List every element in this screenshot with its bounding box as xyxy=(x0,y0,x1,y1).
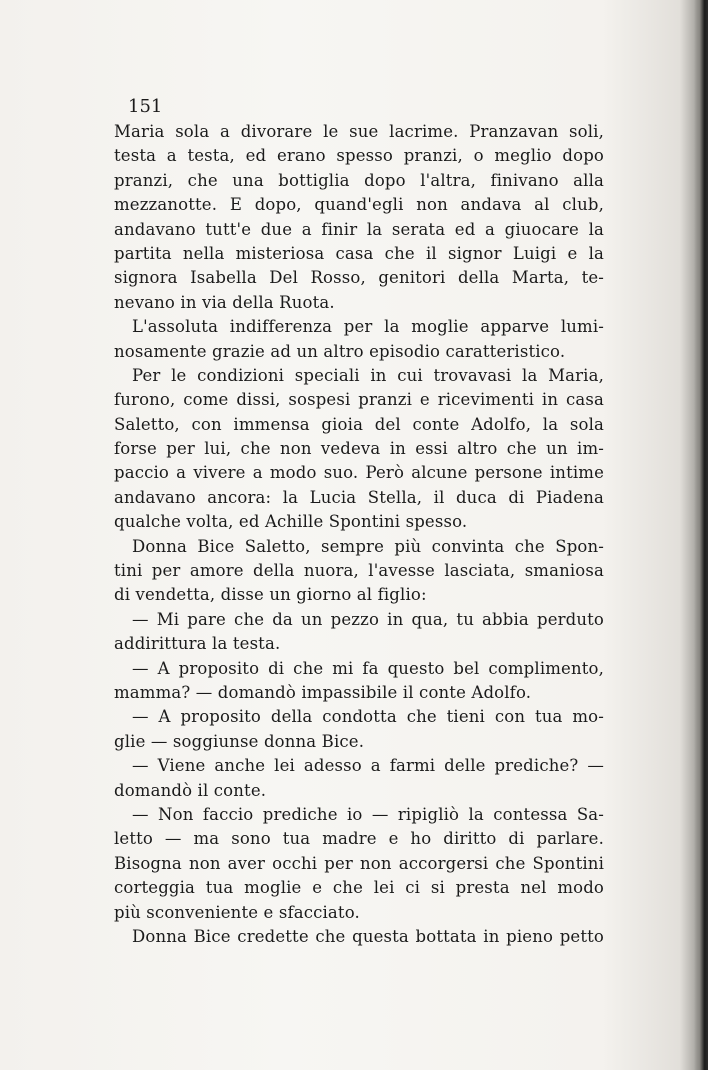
text-line: tini per amore della nuora, l'avesse lasciata, smaniosa xyxy=(114,561,604,581)
text-line: andavano ancora: la Lucia Stella, il duca di Piadena xyxy=(114,487,604,507)
text-line: — A proposito di che mi fa questo bel complimento, xyxy=(132,658,604,678)
text-line: Donna Bice credette che questa bottata in pieno petto xyxy=(132,926,604,946)
text-line: domandò il conte. xyxy=(114,780,267,800)
text-line: di vendetta, disse un giorno al figlio: xyxy=(114,585,427,605)
text-line: — Mi pare che da un pezzo in qua, tu abbia perduto xyxy=(132,609,604,629)
text-line: L'assoluta indifferenza per la moglie apparve lumi- xyxy=(132,317,604,337)
text-line: forse per lui, che non vedeva in essi altro che un im- xyxy=(114,439,604,459)
text-line: Bisogna non aver occhi per non accorgersi che Spontini xyxy=(114,853,604,873)
text-line: letto — ma sono tua madre e ho diritto di parlare. xyxy=(114,829,604,849)
text-line: signora Isabella Del Rosso, genitori della Marta, te- xyxy=(114,268,604,288)
text-line: qualche volta, ed Achille Spontini spesso. xyxy=(114,512,468,532)
text-line: Per le condizioni speciali in cui trovavasi la Maria, xyxy=(132,365,604,385)
text-line: — Non faccio prediche io — ripigliò la contessa Sa- xyxy=(132,804,604,824)
text-line: nevano in via della Ruota. xyxy=(114,292,335,312)
text-line: paccio a vivere a modo suo. Però alcune persone intime xyxy=(114,463,604,483)
body-text xyxy=(114,120,604,949)
page-number: 151 xyxy=(128,96,163,117)
text-line: più sconveniente e sfacciato. xyxy=(114,902,360,922)
text-line: addirittura la testa. xyxy=(114,634,281,654)
text-line: furono, come dissi, sospesi pranzi e ricevimenti in casa xyxy=(114,390,604,410)
text-line: andavano tutt'e due a finir la serata ed a giuocare la xyxy=(114,219,604,239)
text-line: Donna Bice Saletto, sempre più convinta che Spon- xyxy=(132,536,604,556)
text-line: testa a testa, ed erano spesso pranzi, o meglio dopo xyxy=(114,146,604,166)
text-line: — A proposito della condotta che tieni con tua mo- xyxy=(132,707,604,727)
text-line: partita nella misteriosa casa che il signor Luigi e la xyxy=(114,243,604,263)
text-line: — Viene anche lei adesso a farmi delle prediche? — xyxy=(132,756,604,776)
text-line: mezzanotte. E dopo, quand'egli non andava al club, xyxy=(114,195,604,215)
text-line: corteggia tua moglie e che lei ci si presta nel modo xyxy=(114,878,604,898)
text-line: Maria sola a divorare le sue lacrime. Pranzavan soli, xyxy=(114,122,604,141)
text-line: nosamente grazie ad un altro episodio caratteristico. xyxy=(114,341,566,361)
book-spine-shadow xyxy=(694,0,708,1070)
text-line: pranzi, che una bottiglia dopo l'altra, finivano alla xyxy=(114,170,604,190)
text-line: glie — soggiunse donna Bice. xyxy=(114,731,365,751)
text-line: mamma? — domandò impassibile il conte Adolfo. xyxy=(114,682,532,702)
text-line: Saletto, con immensa gioia del conte Adolfo, la sola xyxy=(114,414,604,434)
